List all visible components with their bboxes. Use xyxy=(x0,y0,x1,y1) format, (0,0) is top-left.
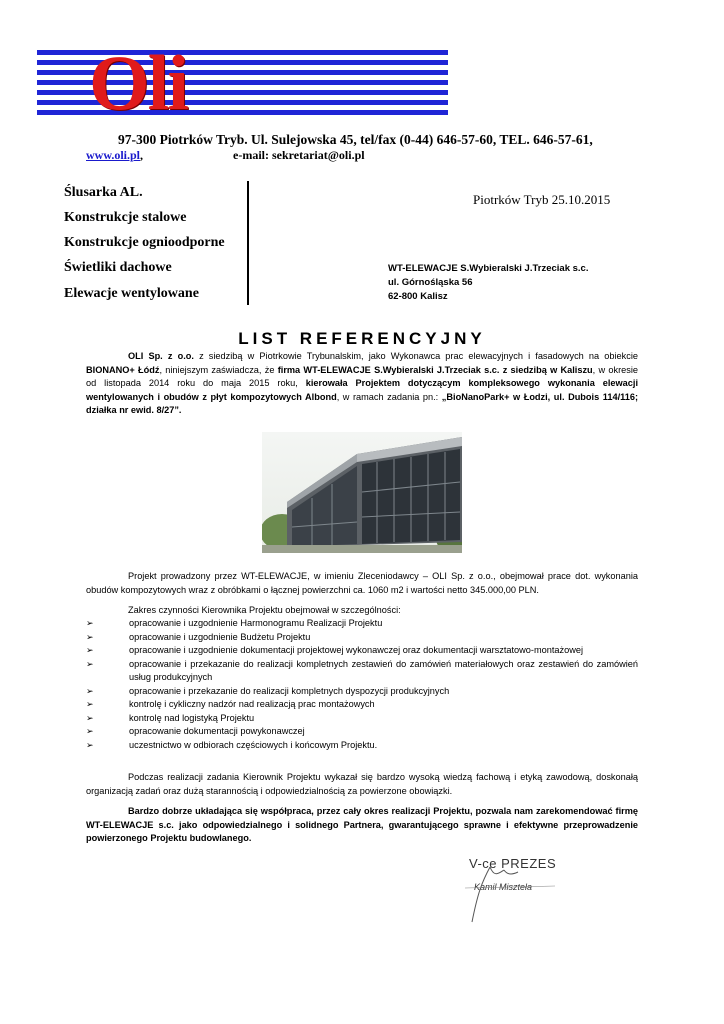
scope-list-item: ➢ opracowanie i przekazanie do realizacji kompletnych dyspozycji produkcyjnych xyxy=(86,685,638,699)
arrow-bullet-icon: ➢ xyxy=(86,699,94,709)
scope-list-item: ➢ opracowanie i przekazanie do realizacji kompletnych zestawień do zamówień materiałowych oraz zestawień do zamówień usług produkcyjnych xyxy=(86,658,638,682)
header-divider xyxy=(247,181,249,305)
arrow-bullet-icon: ➢ xyxy=(86,685,94,696)
recommendation-paragraph: Bardzo dobrze układająca się współpraca, przez cały okres realizacji Projektu, pozwala nam zarekomendować firmę WT-ELEWACJE s.c. jako odpowiedzialnego i solidnego Partnera, gwarantującego sprawne i efektywne przeprowadzenie powierzonego Projektu budowlanego. xyxy=(86,806,638,843)
www-comma: , xyxy=(140,148,144,162)
arrow-bullet-icon: ➢ xyxy=(86,726,94,736)
signature-block xyxy=(460,852,580,927)
recipient-line: WT-ELEWACJE S.Wybieralski J.Trzeciak s.c. xyxy=(388,263,589,274)
arrow-bullet-icon: ➢ xyxy=(86,712,94,723)
arrow-bullet-icon: ➢ xyxy=(86,739,94,750)
signatory-name: Kamil Miszteła xyxy=(474,882,533,892)
letter-date: Piotrków Tryb 25.10.2015 xyxy=(473,192,611,207)
building-photo xyxy=(262,432,462,553)
letter-title: LIST REFERENCYJNY xyxy=(238,329,486,348)
service-item: Ślusarka AL. xyxy=(64,185,143,200)
arrow-bullet-icon: ➢ xyxy=(86,618,94,628)
scope-intro: Zakres czynności Kierownika Projektu obejmował w szczególności: xyxy=(128,605,401,615)
company-email: e-mail: sekretariat@oli.pl xyxy=(233,148,365,162)
service-item: Elewacje wentylowane xyxy=(64,286,199,301)
company-address: 97-300 Piotrków Tryb. Ul. Sulejowska 45, tel/fax (0-44) 646-57-60, TEL. 646-57-61, xyxy=(118,132,593,147)
scope-list-item: ➢ kontrolę nad logistyką Projektu xyxy=(86,712,638,726)
handwritten-signature-icon xyxy=(460,852,580,927)
arrow-bullet-icon: ➢ xyxy=(86,658,94,669)
service-item: Świetliki dachowe xyxy=(64,260,172,275)
scope-list-item: ➢ opracowanie i uzgodnienie dokumentacji projektowej wykonawczej oraz dokumentacji warsztatowo-montażowej xyxy=(86,644,638,658)
arrow-bullet-icon: ➢ xyxy=(86,645,94,655)
recipient-line: 62-800 Kalisz xyxy=(388,291,448,302)
service-item: Konstrukcje stalowe xyxy=(64,210,187,225)
intro-paragraph: OLI Sp. z o.o. z siedzibą w Piotrkowie Trybunalskim, jako Wykonawca prac elewacyjnych i fasadowych na obiekcie BIONANO+ Łódź, niniejszym zaświadcza, że firma WT-ELEWACJE S.Wybieralski J.Trzeciak s.c. z siedzibą w Kaliszu, w okresie od listopada 2014 roku do maja 2015 roku, kierowała Projektem dotyczącym kompleksowego wykonania elewacji wentylowanych i obudów z płyt kompozytowych Albond, w ramach zadania pn.: „BioNanoPark+ w Łodzi, ul. Dubois 114/116; działka nr ewid. 8/27”. xyxy=(86,351,639,415)
scope-list xyxy=(86,617,638,752)
project-paragraph: Projekt prowadzony przez WT-ELEWACJE, w imieniu Zleceniodawcy – OLI Sp. z o.o., obejmował prace dot. wykonania obudów kompozytowych wraz z obróbkami o łącznej powierzchni ca. 1060 m2 i wartości netto 345.000,00 PLN. xyxy=(86,571,638,595)
scope-list-item: ➢ opracowanie i uzgodnienie Harmonogramu Realizacji Projektu xyxy=(86,617,638,631)
company-logo xyxy=(37,39,448,126)
scope-list-item: ➢ uczestnictwo w odbiorach częściowych i końcowym Projektu. xyxy=(86,739,638,753)
scope-list-item: ➢ opracowanie i uzgodnienie Budżetu Projektu xyxy=(86,631,638,645)
arrow-bullet-icon: ➢ xyxy=(86,631,94,642)
scope-list-item: ➢ kontrolę i cykliczny nadzór nad realizacją prac montażowych xyxy=(86,698,638,712)
logo-wordmark: Oli xyxy=(89,39,188,126)
service-item: Konstrukcje ognioodporne xyxy=(64,235,225,250)
website-link[interactable]: www.oli.pl xyxy=(86,148,141,162)
scope-list-item: ➢ opracowanie dokumentacji powykonawczej xyxy=(86,725,638,739)
signatory-title: V-ce PREZES xyxy=(469,856,557,871)
recipient-line: ul. Górnośląska 56 xyxy=(388,277,473,288)
closing-paragraph: Podczas realizacji zadania Kierownik Projektu wykazał się bardzo wysoką wiedzą fachową i etyką zawodową, doskonałą organizacją zadań oraz dużą starannością i odpowiedzialnością za powierzone obowiązki. xyxy=(86,772,638,796)
